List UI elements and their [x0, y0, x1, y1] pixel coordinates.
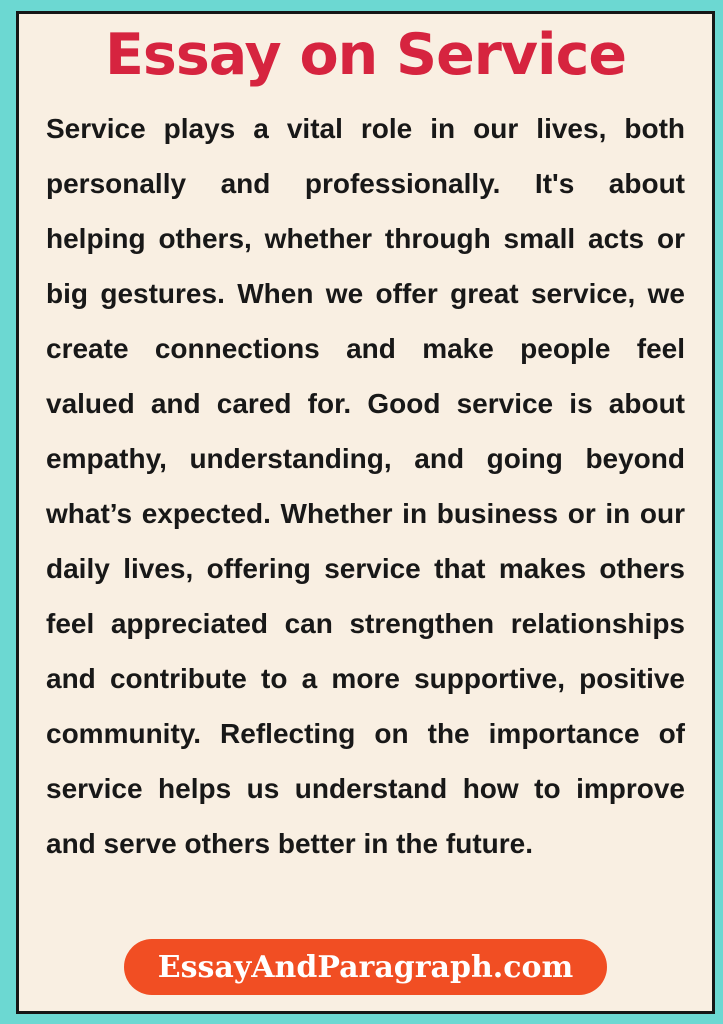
site-watermark-label: EssayAndParagraph.com — [157, 949, 574, 985]
site-watermark-badge — [124, 939, 608, 995]
essay-page — [16, 11, 715, 1014]
essay-body-text: Service plays a vital role in our lives, both personally and professionally. It's about helping others, whether through small acts or big gestures. When we offer great service, we create connections and make people feel valued and cared for. Good service is about empathy, understanding, and going beyond what’s expected. Whether in business or in our daily lives, offering service that makes others feel appreciated can strengthen relationships and contribute to a more supportive, positive community. Reflecting on the importance of service helps us understand how to improve and serve others better in the future. — [46, 112, 685, 859]
page-title: Essay on Service — [104, 22, 627, 88]
